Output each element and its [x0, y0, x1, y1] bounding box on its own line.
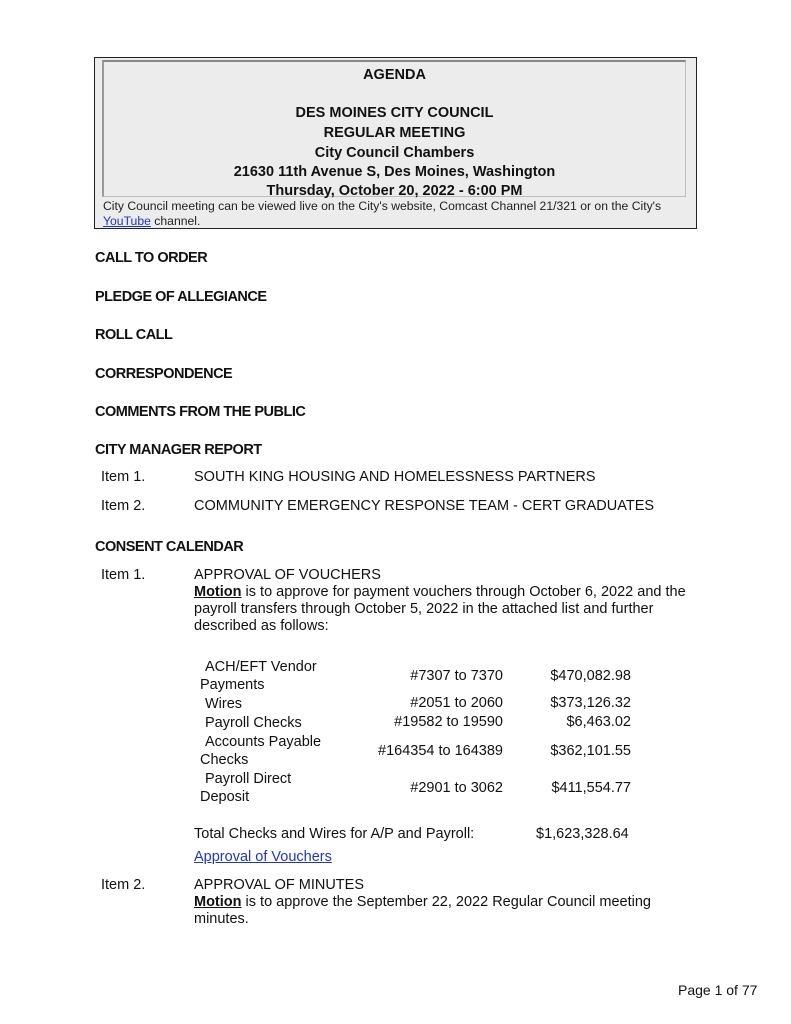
row-range: #19582 to 19590	[394, 714, 503, 730]
row-amount: $411,554.77	[551, 780, 631, 796]
youtube-link[interactable]: YouTube	[103, 214, 151, 228]
row-label: Payroll Checks	[205, 715, 302, 731]
cm-item-2-number: Item 2.	[101, 498, 146, 514]
section-public-comments: COMMENTS FROM THE PUBLIC	[95, 404, 306, 420]
row-range: #7307 to 7370	[410, 668, 503, 684]
section-roll-call: ROLL CALL	[95, 327, 173, 343]
total-label: Total Checks and Wires for A/P and Payroll:	[194, 826, 475, 842]
cm-item-1-title: SOUTH KING HOUSING AND HOMELESSNESS PARTNERS	[194, 469, 596, 485]
motion-label: Motion	[194, 894, 242, 910]
cm-item-1-number: Item 1.	[101, 469, 146, 485]
table-row	[0, 658, 791, 694]
viewing-note-text: City Council meeting can be viewed live on the City's website, Comcast Channel 21/321 or on the City's	[103, 199, 662, 213]
cc-item-1-motion	[194, 584, 694, 635]
cc-item-2-number: Item 2.	[101, 877, 146, 893]
row-label-cont: Checks	[200, 752, 249, 768]
row-label: ACH/EFT Vendor	[205, 659, 317, 675]
section-city-manager-report: CITY MANAGER REPORT	[95, 442, 262, 458]
row-label: Payroll Direct	[205, 771, 292, 787]
motion-label: Motion	[194, 584, 242, 600]
total-amount: $1,623,328.64	[536, 826, 629, 842]
motion-text: is to approve for payment vouchers through October 6, 2022 and the payroll transfers through October 5, 2022 in the attached list and further described as follows:	[194, 584, 686, 634]
row-label: Wires	[205, 696, 243, 712]
row-label-cont: Deposit	[200, 789, 250, 805]
meeting-type: REGULAR MEETING	[323, 125, 466, 141]
table-row	[0, 770, 791, 806]
meeting-venue: City Council Chambers	[314, 145, 475, 161]
header-inner-frame	[102, 60, 686, 197]
viewing-note-suffix: channel.	[154, 214, 201, 228]
meeting-datetime: Thursday, October 20, 2022 - 6:00 PM	[266, 183, 523, 199]
page-number: Page 1 of 77	[678, 982, 758, 998]
viewing-note	[103, 199, 693, 229]
approval-of-vouchers-link[interactable]: Approval of Vouchers	[194, 849, 332, 865]
row-label-cont: Payments	[200, 677, 265, 693]
table-row	[0, 695, 791, 713]
table-row	[0, 714, 791, 732]
section-correspondence: CORRESPONDENCE	[95, 366, 233, 382]
row-amount: $362,101.55	[550, 743, 631, 759]
row-amount: $373,126.32	[550, 695, 631, 711]
meeting-address: 21630 11th Avenue S, Des Moines, Washington	[233, 164, 556, 180]
row-amount: $6,463.02	[566, 714, 631, 730]
motion-text: is to approve the September 22, 2022 Regular Council meeting minutes.	[194, 894, 651, 927]
row-range: #164354 to 164389	[378, 743, 503, 759]
row-amount: $470,082.98	[550, 668, 631, 684]
cc-item-1-title: APPROVAL OF VOUCHERS	[194, 567, 381, 583]
section-call-to-order: CALL TO ORDER	[95, 250, 208, 266]
cm-item-2-title: COMMUNITY EMERGENCY RESPONSE TEAM - CERT GRADUATES	[194, 498, 655, 514]
section-pledge: PLEDGE OF ALLEGIANCE	[95, 289, 267, 305]
section-consent-calendar: CONSENT CALENDAR	[95, 539, 244, 555]
council-name: DES MOINES CITY COUNCIL	[295, 105, 494, 121]
agenda-title: AGENDA	[363, 67, 426, 83]
agenda-header-box	[94, 57, 697, 229]
row-label: Accounts Payable	[205, 734, 322, 750]
cc-item-2-title: APPROVAL OF MINUTES	[194, 877, 364, 893]
table-row	[0, 733, 791, 769]
row-range: #2901 to 3062	[410, 780, 503, 796]
cc-item-1-number: Item 1.	[101, 567, 146, 583]
cc-item-2-motion	[194, 894, 694, 928]
row-range: #2051 to 2060	[410, 695, 503, 711]
